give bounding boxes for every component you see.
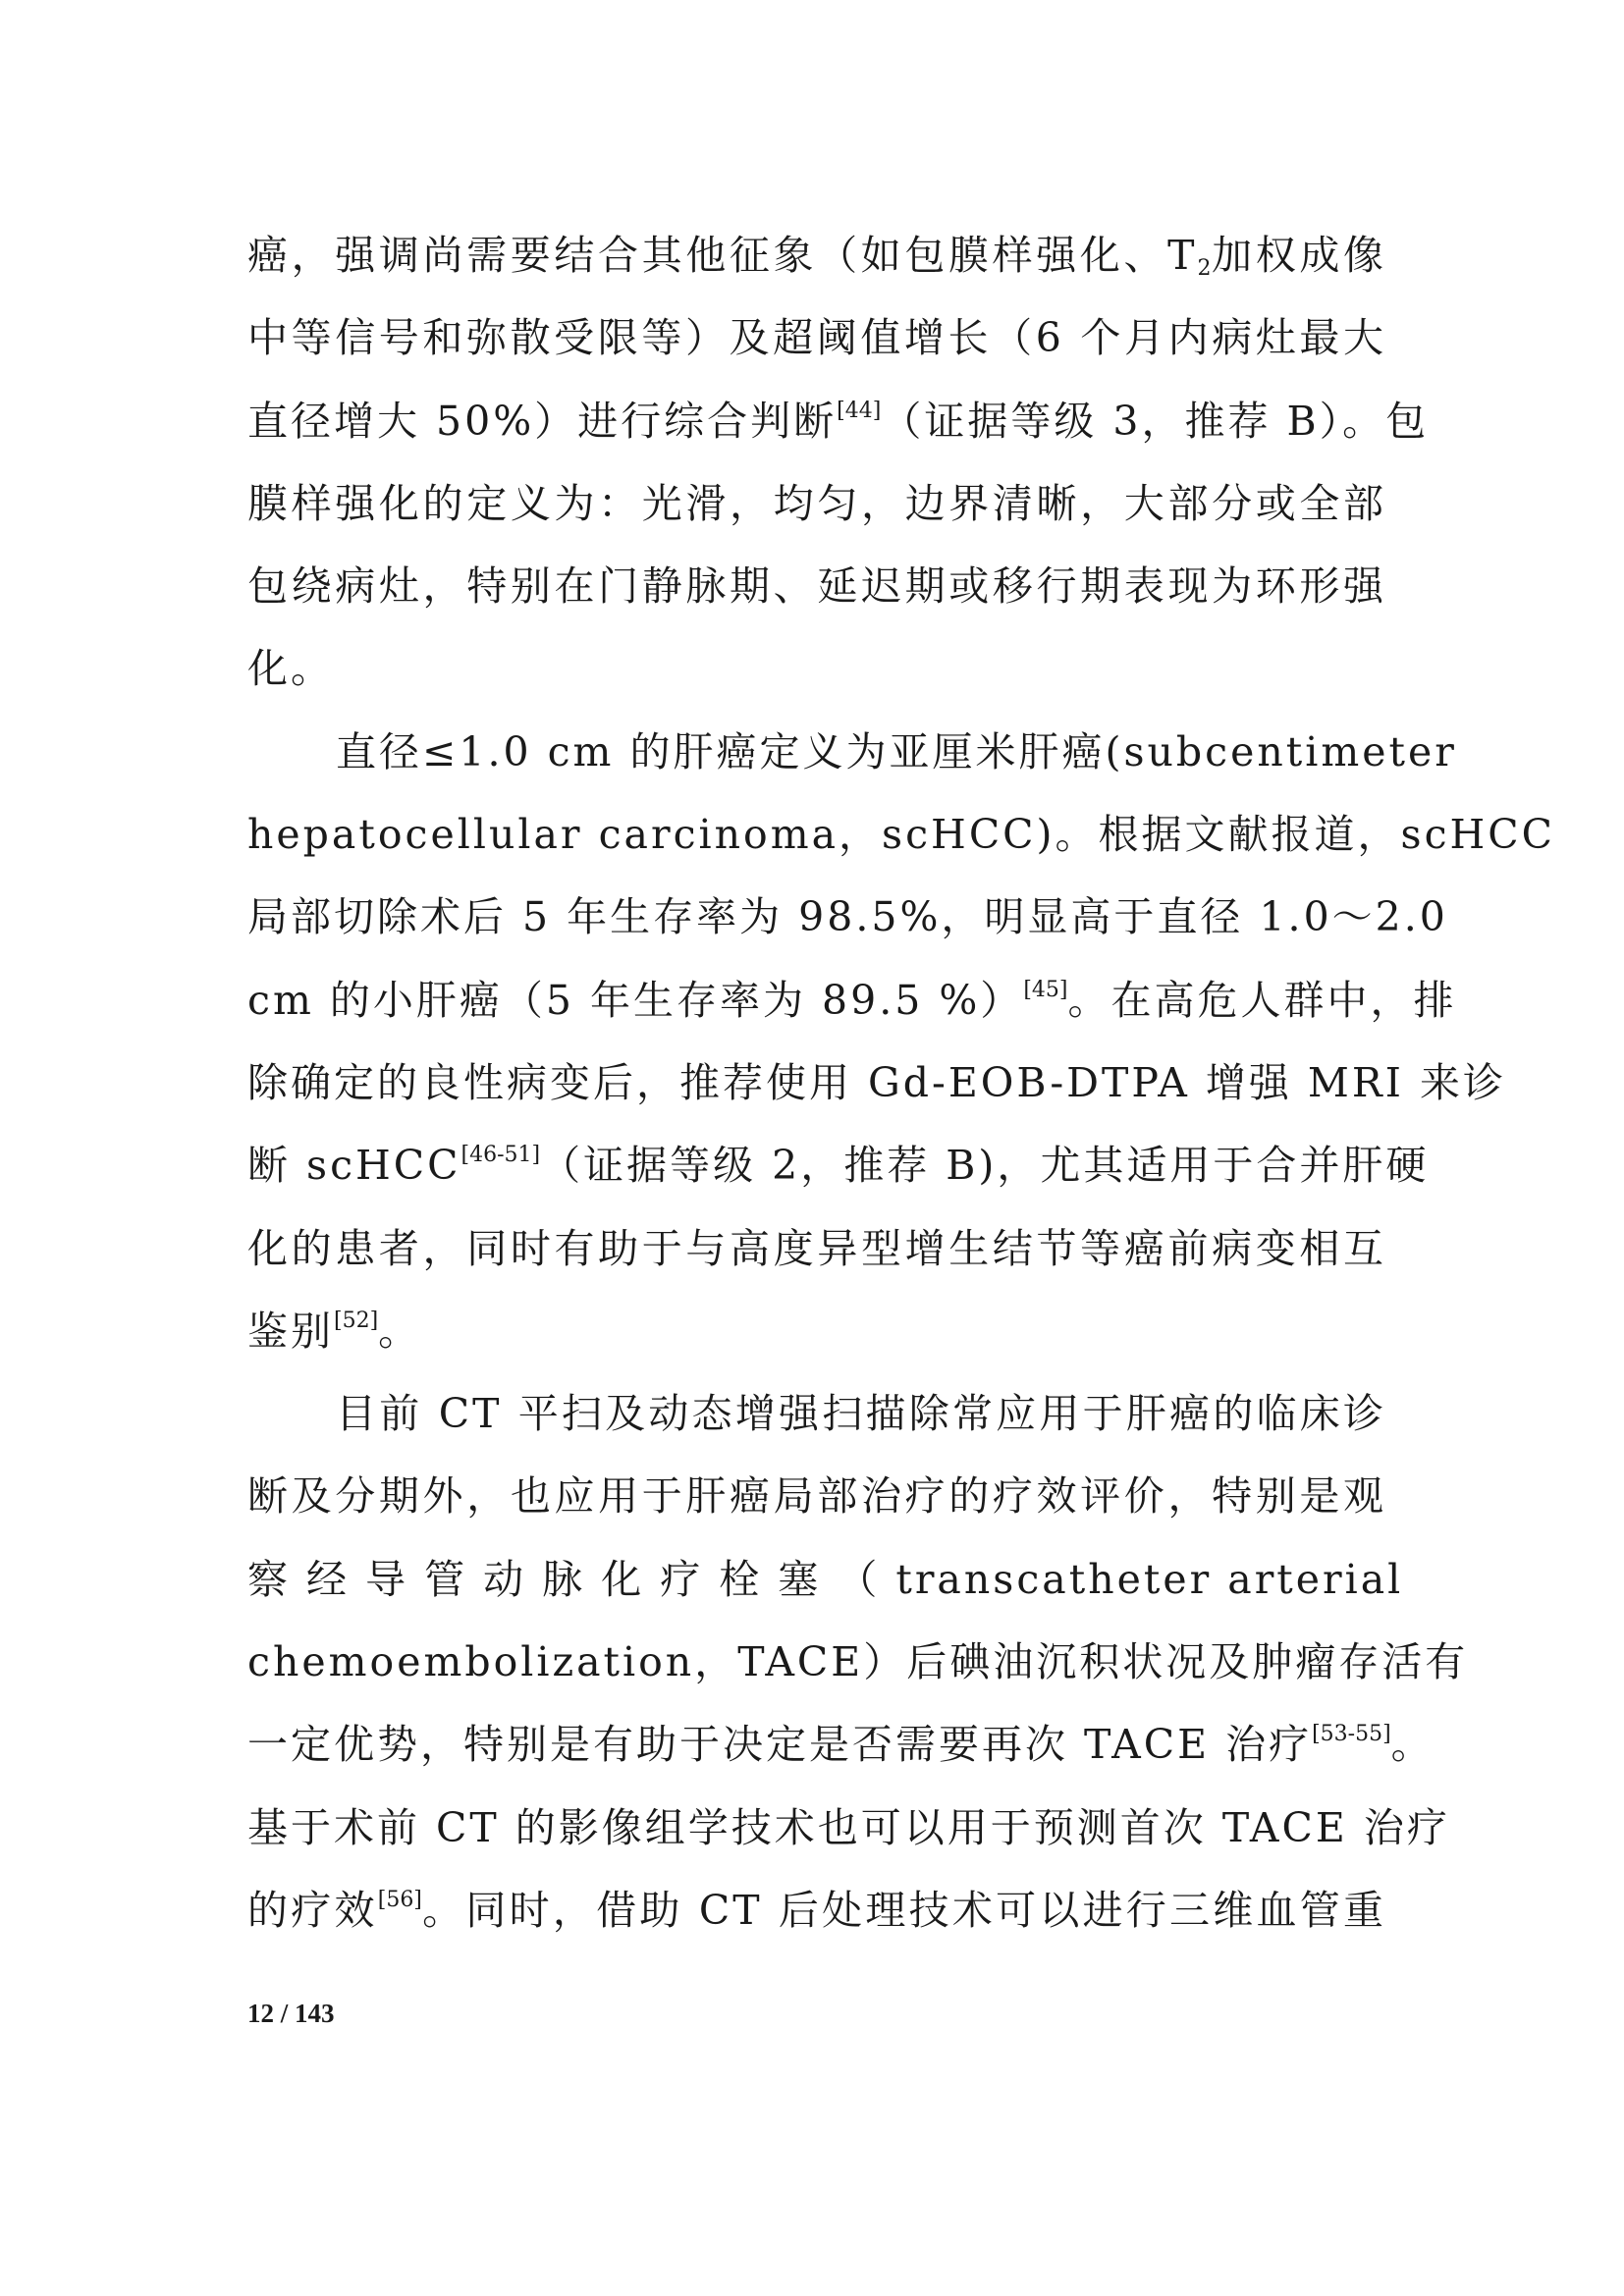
text-line [247,380,1430,462]
text-line: 化。 [247,645,334,693]
page-number: 12 / 143 [247,1999,335,2028]
text-line [247,1703,1435,1786]
text-line [247,959,1457,1041]
text-line: 断及分期外，也应用于肝癌局部治疗的疗效评价，特别是观 [247,1472,1386,1521]
text-line [247,1124,1430,1206]
text-span: 鉴别 [247,1307,334,1355]
text-line: 基于术前 CT 的影像组学技术也可以用于预测首次 TACE 治疗 [247,1803,1450,1851]
text-span: 直径增大 50%）进行综合判断 [247,397,838,445]
text-line: 膜样强化的定义为：光滑，均匀，边界清晰，大部分或全部 [247,479,1386,527]
text-line [247,1290,1386,1372]
text-span: 的疗效 [247,1886,378,1934]
citation-ref: [56] [377,1887,422,1912]
paragraph-first-line: 直径≤1.0 cm 的肝癌定义为亚厘米肝癌(subcentimeter [336,727,1457,775]
text-span: 。 [1390,1721,1435,1769]
citation-ref: [45] [1023,977,1068,1002]
text-line: 察 经 导 管 动 脉 化 疗 栓 塞 （ transcatheter arterial [247,1555,1404,1603]
text-line: hepatocellular carcinoma，scHCC)。根据文献报道，scHCC [247,811,1556,859]
text-span: cm 的小肝癌（5 年生存率为 89.5 %） [247,976,1024,1024]
text-span: 断 scHCC [247,1142,461,1190]
text-line: chemoembolization，TACE）后碘油沉积状况及肿瘤存活有 [247,1638,1469,1686]
text-line: 包绕病灶，特别在门静脉期、延迟期或移行期表现为环形强 [247,562,1386,611]
text-span: 。在高危人群中，排 [1067,976,1457,1024]
text-span: 。同时，借助 CT 后处理技术可以进行三维血管重 [421,1886,1387,1934]
subscript: 2 [1197,256,1212,281]
text-span: 。 [378,1307,422,1355]
text-span: （证据等级 3，推荐 B）。包 [881,397,1430,445]
text-span: 癌，强调尚需要结合其他征象（如包膜样强化、T [247,232,1198,279]
paragraph-first-line: 目前 CT 平扫及动态增强扫描除常应用于肝癌的临床诊 [336,1390,1386,1438]
text-line: 化的患者，同时有助于与高度异型增生结节等癌前病变相互 [247,1224,1386,1272]
citation-ref: [53-55] [1312,1722,1391,1747]
citation-ref: [44] [837,398,882,423]
body-text [247,214,1556,1951]
text-span: 一定优势，特别是有助于决定是否需要再次 TACE 治疗 [247,1721,1313,1769]
text-line: 中等信号和弥散受限等）及超阈值增长（6 个月内病灶最大 [247,314,1386,362]
text-span: （证据等级 2，推荐 B)，尤其适用于合并肝硬 [540,1142,1430,1190]
text-span: 加权成像 [1211,232,1386,279]
text-line: 局部切除术后 5 年生存率为 98.5%，明显高于直径 1.0～2.0 [247,893,1448,941]
citation-ref: [52] [334,1308,379,1333]
citation-ref: [46-51] [460,1143,541,1168]
text-line [247,1869,1386,1951]
text-line [247,214,1386,296]
text-line: 除确定的良性病变后，推荐使用 Gd-EOB-DTPA 增强 MRI 来诊 [247,1058,1506,1106]
